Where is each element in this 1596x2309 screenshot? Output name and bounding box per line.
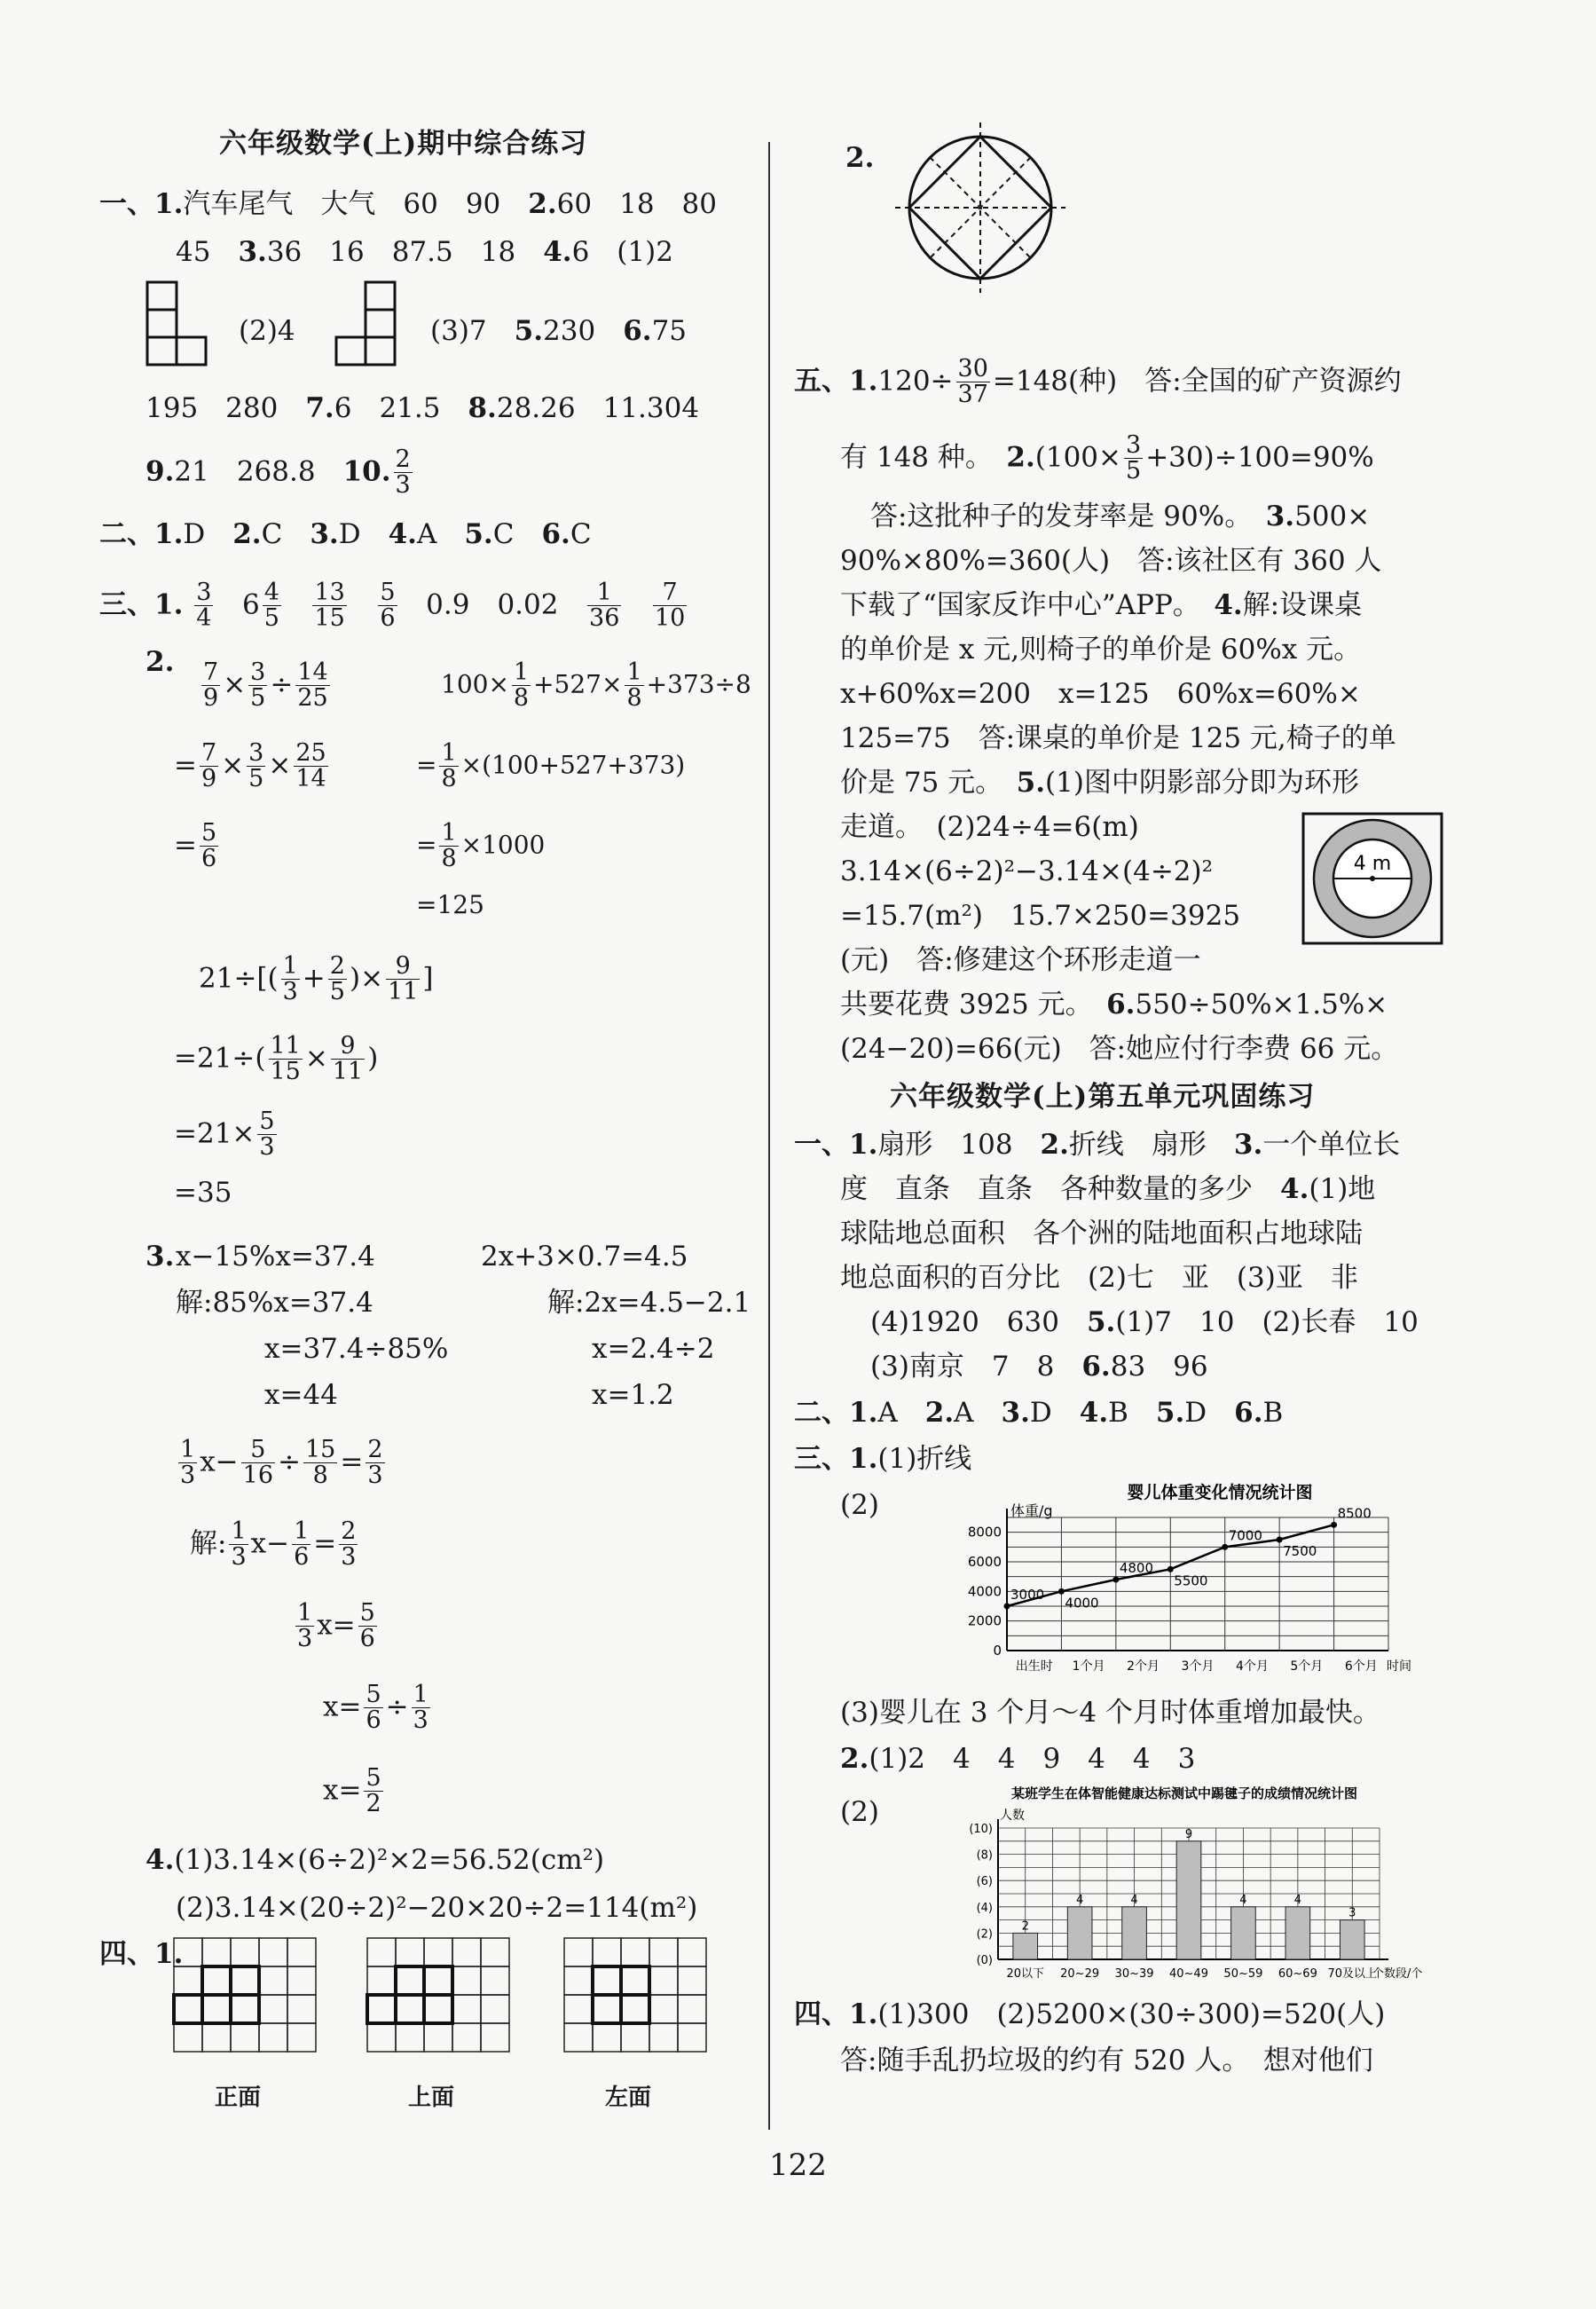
view-grid — [367, 1938, 509, 2052]
x-tick-label: 50~59 — [1223, 1967, 1263, 1981]
data-label: 4000 — [1065, 1595, 1099, 1612]
grid-cell — [481, 2023, 509, 2052]
y-tick-label: (0) — [976, 1954, 993, 1967]
answer-line: 195 280 7.6 21.5 8.28.26 11.304 — [145, 392, 700, 424]
calc-step: $\frac{1}{3}$ x− $\frac{5}{16}$ ÷ $\frac{15}{8}$ = $\frac{2}{3}$ — [180, 1436, 383, 1490]
bar — [1285, 1907, 1310, 1959]
calc-step: x=37.4÷85% — [264, 1333, 449, 1365]
circle-square-figure — [892, 119, 1069, 296]
y-tick-label: (10) — [969, 1823, 993, 1836]
data-point — [1004, 1604, 1010, 1610]
y-tick-label: (4) — [976, 1901, 993, 1915]
view-grid — [174, 1938, 316, 2052]
calc-step: 解:2x=4.5−2.1 — [547, 1287, 751, 1319]
view-block — [231, 1966, 259, 1995]
ring-path-figure — [1301, 812, 1443, 945]
answer-line: (2)3.14×(20÷2)²−20×20÷2=114(m²) — [176, 1892, 698, 1924]
chart-title: 婴儿体重变化情况统计图 — [1127, 1483, 1313, 1502]
answer-line: 二、1.A 2.A 3.D 4.B 5.D 6.B — [794, 1397, 1284, 1429]
grid-cell — [259, 2023, 287, 2052]
section-title-unit5: 六年级数学(上)第五单元巩固练习 — [890, 1081, 1316, 1113]
grid-cell — [452, 1966, 481, 1995]
grid-cell — [593, 2023, 621, 2052]
calc-step: = $\frac{5}{6}$ — [174, 819, 217, 873]
y-tick-label: 4000 — [967, 1583, 1002, 1600]
calc-step: =35 — [174, 1177, 232, 1209]
ring-diameter-label: 4 m — [1353, 853, 1392, 875]
calc-step: x= $\frac{5}{2}$ — [323, 1764, 381, 1818]
grid-cell — [564, 2023, 593, 2052]
view-block — [621, 1995, 649, 2023]
grid-cell — [367, 2023, 396, 2052]
column-divider — [768, 142, 770, 2130]
grid-cell — [231, 1938, 259, 1966]
answer-line: 共要花费 3925 元。 6.550÷50%×1.5%× — [840, 989, 1388, 1021]
bar — [1340, 1920, 1364, 1959]
x-tick-label: 40~49 — [1169, 1967, 1208, 1981]
answer-line: 球陆地总面积 各个洲的陆地面积占地球陆 — [840, 1218, 1363, 1249]
grid-cell — [231, 1966, 259, 1995]
grid-cell — [649, 2023, 678, 2052]
x-axis-label: 时间 — [1387, 1659, 1411, 1674]
calc-step: x=44 — [264, 1379, 338, 1411]
view-label-top: 上面 — [408, 2084, 455, 2111]
view-label-left: 左面 — [605, 2084, 652, 2111]
block-view-figure-1 — [145, 280, 209, 367]
grid-cell — [259, 1995, 287, 2023]
data-point — [1058, 1588, 1065, 1595]
calc-step: = $\frac{1}{8}$ ×1000 — [416, 819, 546, 873]
answer-line: 地总面积的百分比 (2)七 亚 (3)亚 非 — [840, 1262, 1358, 1294]
block-view-figure-2 — [334, 280, 398, 367]
answer-line: 度 直条 直条 各种数量的多少 4.(1)地 — [840, 1173, 1376, 1205]
grid-cell — [202, 2023, 231, 2052]
grid-cell — [202, 1966, 231, 1995]
x-tick-label: 5个月 — [1290, 1659, 1324, 1674]
calc-step: =21× $\frac{5}{3}$ — [174, 1107, 275, 1162]
y-tick-label: 6000 — [967, 1554, 1002, 1570]
answer-line: (24−20)=66(元) 答:她应付行李费 66 元。 — [840, 1033, 1399, 1065]
grid-cell — [259, 1966, 287, 1995]
answer-line: (3)婴儿在 3 个月～4 个月时体重增加最快。 — [840, 1697, 1380, 1729]
y-tick-label: (8) — [976, 1848, 993, 1863]
grid-cell — [231, 2023, 259, 2052]
view-block — [174, 1995, 202, 2023]
page-number: 122 — [769, 2147, 827, 2183]
grid-cell — [174, 1995, 202, 2023]
grid-cell — [649, 1966, 678, 1995]
answer-line: (2)4 — [239, 315, 295, 347]
grid-cell — [287, 1995, 316, 2023]
answer-line: (2) — [840, 1489, 879, 1521]
x-tick-label: 4个月 — [1235, 1659, 1269, 1674]
grid-cell — [593, 1995, 621, 2023]
y-tick-label: 0 — [993, 1643, 1002, 1659]
grid-cell — [452, 1995, 481, 2023]
y-tick-label: 8000 — [967, 1524, 1002, 1541]
x-tick-label: 3个月 — [1181, 1659, 1215, 1674]
x-axis-label: 个数段/个 — [1372, 1967, 1423, 1981]
data-label: 9 — [1184, 1827, 1193, 1841]
grid-cell — [287, 2023, 316, 2052]
baby-weight-line-chart — [927, 1482, 1411, 1677]
grid-cell — [621, 1966, 649, 1995]
fraction: $\frac{2}{3}$ — [395, 445, 411, 500]
calc-step: x=2.4÷2 — [592, 1333, 715, 1365]
three-view-grids — [170, 1935, 774, 2059]
answer-line: 四、1. — [99, 1938, 184, 1970]
data-point — [1277, 1537, 1283, 1543]
x-tick-label: 出生时 — [1015, 1659, 1053, 1674]
view-block — [424, 1995, 452, 2023]
view-block — [231, 1995, 259, 2023]
grid-cell — [593, 1938, 621, 1966]
x-tick-label: 2个月 — [1127, 1659, 1160, 1674]
answer-line: 有 148 种。 2.(100× $\frac{3}{5}$ +30)÷100=90% — [840, 431, 1374, 485]
grid-cell — [396, 1938, 424, 1966]
grid-cell — [174, 1966, 202, 1995]
data-label: 5500 — [1174, 1572, 1208, 1589]
grid-cell — [424, 1995, 452, 2023]
answer-line: 9.21 268.8 10. $\frac{2}{3}$ — [145, 445, 411, 500]
data-label: 7500 — [1283, 1543, 1317, 1559]
chart-title: 某班学生在体智能健康达标测试中踢毽子的成绩情况统计图 — [1010, 1785, 1358, 1801]
answer-line: 4.(1)3.14×(6÷2)²×2=56.52(cm²) — [145, 1844, 605, 1876]
view-block — [593, 1995, 621, 2023]
y-tick-label: (2) — [976, 1927, 993, 1942]
x-tick-label: 1个月 — [1072, 1659, 1105, 1674]
calc-step: 解:85%x=37.4 — [176, 1287, 373, 1319]
shuttlecock-bar-chart — [918, 1784, 1423, 1988]
grid-cell — [678, 1938, 706, 1966]
answer-line: 三、1.(1)折线 — [794, 1443, 972, 1475]
question-number: 2. — [845, 142, 875, 174]
grid-cell — [174, 2023, 202, 2052]
answer-line: 的单价是 x 元,则椅子的单价是 60%x 元。 — [840, 634, 1362, 666]
answer-line: 答:这批种子的发芽率是 90%。 3.500× — [870, 500, 1371, 532]
data-label: 4 — [1293, 1893, 1301, 1907]
grid-cell — [621, 1995, 649, 2023]
answer-line: 价是 75 元。 5.(1)图中阴影部分即为环形 — [840, 767, 1359, 799]
answer-line: 90%×80%=360(人) 答:该社区有 360 人 — [840, 545, 1382, 577]
answer-line: 125=75 答:课桌的单价是 125 元,椅子的单 — [840, 722, 1396, 754]
data-label: 4800 — [1119, 1560, 1154, 1576]
grid-cell — [231, 1995, 259, 2023]
calc-step: 100× $\frac{1}{8}$ +527× $\frac{1}{8}$ +373÷8 — [441, 658, 751, 713]
answer-line: (元) 答:修建这个环形走道一 — [840, 944, 1201, 976]
data-label: 8500 — [1337, 1505, 1372, 1522]
calc-step: x= $\frac{5}{6}$ ÷ $\frac{1}{3}$ — [323, 1681, 428, 1735]
grid-cell — [621, 2023, 649, 2052]
grid-cell — [287, 1966, 316, 1995]
grid-cell — [452, 2023, 481, 2052]
data-label: 3000 — [1010, 1587, 1045, 1603]
grid-cell — [424, 1966, 452, 1995]
answer-line: 答:随手乱扔垃圾的约有 520 人。 想对他们 — [840, 2045, 1373, 2077]
bar — [1176, 1841, 1201, 1959]
y-axis-label: 人数 — [1000, 1809, 1025, 1823]
data-label: 4 — [1239, 1893, 1247, 1907]
answer-line: 一、1.汽车尾气 大气 60 90 2.60 18 80 — [99, 188, 717, 220]
view-block — [424, 1966, 452, 1995]
answer-line: 二、1.D 2.C 3.D 4.A 5.C 6.C — [99, 518, 592, 550]
x-tick-label: 20~29 — [1060, 1967, 1100, 1981]
x-tick-label: 60~69 — [1278, 1967, 1317, 1981]
grid-cell — [481, 1938, 509, 1966]
answer-line: 一、1.扇形 108 2.折线 扇形 3.一个单位长 — [794, 1129, 1401, 1161]
view-label-front: 正面 — [215, 2084, 262, 2111]
grid-cell — [678, 1995, 706, 2023]
calc-step: = $\frac{1}{8}$ ×(100+527+373) — [416, 739, 686, 793]
calc-step: 解: $\frac{1}{3}$ x− $\frac{1}{6}$ = $\frac{2}{3}$ — [190, 1517, 357, 1572]
answer-line: 3.14×(6÷2)²−3.14×(4÷2)² — [840, 855, 1214, 887]
data-point — [1112, 1577, 1119, 1583]
x-tick-label: 70及以上 — [1327, 1967, 1378, 1981]
question-number: 2. — [145, 646, 175, 678]
grid-cell — [396, 1966, 424, 1995]
answer-line: 45 3.36 16 87.5 18 4.6 (1)2 — [176, 236, 673, 268]
data-label: 4 — [1130, 1893, 1138, 1907]
grid-cell — [367, 1938, 396, 1966]
bar — [1013, 1933, 1038, 1959]
calc-step: =125 — [416, 890, 484, 919]
grid-cell — [367, 1995, 396, 2023]
calc-step: $\frac{1}{3}$ x= $\frac{5}{6}$ — [297, 1599, 375, 1653]
answer-line: 下载了“国家反诈中心”APP。 4.解:设课桌 — [840, 589, 1363, 621]
grid-cell — [481, 1995, 509, 2023]
x-tick-label: 6个月 — [1344, 1659, 1378, 1674]
data-point — [1168, 1566, 1174, 1572]
data-label: 4 — [1076, 1893, 1084, 1907]
calc-step: = $\frac{7}{9}$ × $\frac{3}{5}$ × $\frac{25}{14}$ — [174, 739, 326, 793]
view-grid — [564, 1938, 706, 2052]
grid-cell — [649, 1995, 678, 2023]
calc-step: 2x+3×0.7=4.5 — [481, 1241, 688, 1273]
grid-cell — [452, 1938, 481, 1966]
answer-line: (2) — [840, 1796, 879, 1828]
question-number: 3. — [145, 1241, 175, 1273]
answer-line: 五、1.120÷ $\frac{30}{37}$ =148(种) 答:全国的矿产资源约 — [794, 355, 1402, 409]
grid-cell — [678, 2023, 706, 2052]
answer-line: (4)1920 630 5.(1)7 10 (2)长春 10 — [870, 1306, 1419, 1338]
data-point — [1331, 1522, 1337, 1528]
grid-cell — [396, 2023, 424, 2052]
answer-line: 2.(1)2 4 4 9 4 4 3 — [840, 1743, 1196, 1775]
grid-cell — [174, 1938, 202, 1966]
answer-line: 三、1. $\frac{3}{4}$ 6 $\frac{4}{5}$ $\frac{13}{15}$ $\frac{5}{6}$ 0.9 0.02 $\frac{1}{36}$ $\frac{7}{10}$ — [99, 579, 686, 633]
calc-step: x=1.2 — [592, 1379, 674, 1411]
bar — [1067, 1907, 1092, 1959]
calc-step: $\frac{7}{9}$ × $\frac{3}{5}$ ÷ $\frac{14}{25}$ — [203, 658, 328, 713]
answer-line: x+60%x=200 x=125 60%x=60%× — [840, 678, 1361, 710]
bar — [1122, 1907, 1147, 1959]
data-label: 7000 — [1228, 1527, 1262, 1544]
grid-cell — [424, 2023, 452, 2052]
grid-cell — [564, 1966, 593, 1995]
answer-line: 四、1.(1)300 (2)5200×(30÷300)=520(人) — [794, 1998, 1386, 2030]
view-block — [396, 1966, 424, 1995]
grid-cell — [287, 1938, 316, 1966]
grid-cell — [481, 1966, 509, 1995]
grid-cell — [649, 1938, 678, 1966]
view-block — [202, 1966, 231, 1995]
answer-line: 走道。 (2)24÷4=6(m) — [840, 811, 1139, 843]
answer-line: (3)南京 7 8 6.83 96 — [870, 1351, 1208, 1383]
answer-line: =15.7(m²) 15.7×250=3925 — [840, 900, 1241, 932]
grid-cell — [621, 1938, 649, 1966]
grid-cell — [593, 1966, 621, 1995]
grid-cell — [424, 1938, 452, 1966]
calc-step: =21÷( $\frac{11}{15}$ × $\frac{9}{11}$ ) — [174, 1032, 379, 1086]
x-tick-label: 30~39 — [1114, 1967, 1154, 1981]
view-block — [396, 1995, 424, 2023]
view-block — [593, 1966, 621, 1995]
grid-cell — [396, 1995, 424, 2023]
grid-cell — [202, 1995, 231, 2023]
grid-cell — [564, 1995, 593, 2023]
y-tick-label: 2000 — [967, 1612, 1002, 1629]
y-axis-label: 体重/g — [1010, 1502, 1053, 1519]
view-block — [202, 1995, 231, 2023]
view-block — [367, 1995, 396, 2023]
data-label: 3 — [1348, 1906, 1356, 1920]
grid-cell — [367, 1966, 396, 1995]
data-label: 2 — [1021, 1919, 1029, 1934]
y-tick-label: (6) — [976, 1875, 993, 1889]
calc-step: x−15%x=37.4 — [176, 1241, 375, 1273]
grid-cell — [259, 1938, 287, 1966]
bar — [1231, 1907, 1256, 1959]
grid-cell — [202, 1938, 231, 1966]
calc-step: 21÷[( $\frac{1}{3}$ + $\frac{2}{5}$ )× $\frac{9}{11}$ ] — [199, 952, 434, 1006]
view-block — [621, 1966, 649, 1995]
data-point — [1222, 1544, 1228, 1550]
section-title-midterm: 六年级数学(上)期中综合练习 — [219, 128, 588, 160]
grid-cell — [678, 1966, 706, 1995]
x-tick-label: 20以下 — [1006, 1967, 1044, 1981]
answer-line: (3)7 5.230 6.75 — [430, 315, 688, 347]
grid-cell — [564, 1938, 593, 1966]
